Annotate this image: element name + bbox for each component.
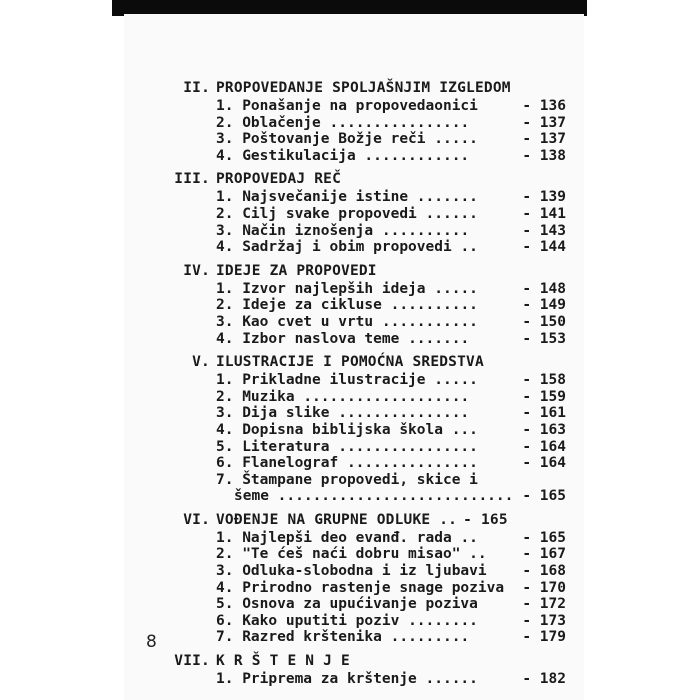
entry-title: 2. Muzika [216, 388, 304, 405]
dot-leader: ........................... [277, 488, 514, 505]
dot-leader: ..... [434, 372, 478, 389]
section-number: VI. [183, 511, 210, 528]
entry-title: 4. Izbor naslova teme [216, 330, 409, 347]
dot-leader: ........... [381, 313, 478, 330]
dot-leader: ... [451, 421, 478, 438]
entry-page-number: - 164 [522, 455, 566, 472]
dot-leader: ................ [338, 438, 478, 455]
dot-leader [478, 472, 562, 489]
section-title: VOĐENJE NA GRUPNE ODLUKE .. [216, 511, 458, 528]
toc-entry [166, 671, 566, 688]
section-number: II. [183, 80, 210, 96]
section-heading [166, 353, 566, 372]
dot-leader: ....... [416, 189, 478, 206]
entry-page-number: - 161 [522, 405, 566, 422]
dot-leader [487, 596, 519, 613]
toc-entry [166, 488, 566, 505]
entry-page-number: - 173 [522, 612, 566, 629]
toc-entry [166, 189, 566, 206]
entry-page-number: - 144 [522, 239, 566, 256]
entry-title: 1. Najsvečanije istine [216, 189, 417, 206]
section-heading [166, 511, 566, 530]
entry-title: 1. Priprema za krštenje [216, 671, 426, 688]
entry-page-number: - 182 [522, 671, 566, 688]
entry-page-number: - 163 [522, 421, 566, 438]
entry-title: 6. Flanelograf [216, 455, 347, 472]
section-number: V. [192, 354, 210, 371]
entry-page-number: - 164 [522, 438, 566, 455]
entry-page-number: - 158 [522, 372, 566, 389]
entry-page-number: - 168 [522, 563, 566, 580]
dot-leader: ..... [434, 131, 478, 148]
toc-entry [166, 314, 566, 331]
entry-title: 3. Odluka-slobodna i iz ljubavi [216, 563, 496, 580]
entry-title: 3. Način iznošenja [216, 222, 382, 239]
dot-leader: ............... [338, 405, 470, 422]
entry-title: 4. Sadržaj i obim propovedi [216, 239, 461, 256]
dot-leader: ....... [408, 330, 470, 347]
dot-leader [495, 563, 518, 580]
entry-title: šeme [234, 488, 278, 505]
table-of-contents [166, 79, 566, 688]
toc-entry [166, 331, 566, 348]
section-title: K R Š T E N J E [216, 653, 350, 670]
entry-page-number: - 148 [522, 280, 566, 297]
toc-entry [166, 148, 566, 165]
entry-page-number: - 150 [522, 313, 566, 330]
toc-entry [166, 546, 566, 563]
entry-title: 4. Dopisna biblijska škola [216, 421, 452, 438]
toc-section [166, 262, 566, 347]
entry-page-number: - 136 [522, 98, 566, 114]
entry-page-number: - 137 [522, 114, 566, 131]
dot-leader: ........ [408, 612, 478, 629]
toc-entry [166, 223, 566, 240]
section-number: VII. [174, 653, 210, 670]
section-page-number: - 165 [463, 511, 508, 528]
dot-leader: ................... [303, 388, 470, 405]
entry-title: 1. Prikladne ilustracije [216, 372, 435, 389]
section-heading [166, 79, 566, 98]
entry-title: 2. "Te ćeš naći dobru misao" [216, 546, 470, 563]
entry-title: 7. Štampane propovedi, skice i [216, 471, 478, 488]
entry-page-number: - 179 [522, 629, 566, 646]
dot-leader: .. [460, 239, 478, 256]
page-number: 8 [146, 632, 157, 652]
dot-leader: ............ [364, 147, 470, 164]
entry-page-number: - 172 [522, 596, 566, 613]
toc-entry [166, 115, 566, 132]
section-title: PROPOVEDAJ REČ [216, 171, 342, 188]
dot-leader: ..... [434, 280, 478, 297]
toc-entry [166, 530, 566, 547]
toc-section [166, 511, 566, 646]
section-title: PROPOVEDANJE SPOLJAŠNJIM IZGLEDOM [216, 80, 511, 96]
entry-title: 5. Literatura [216, 438, 339, 455]
toc-section [166, 170, 566, 255]
entry-page-number: - 165 [522, 529, 566, 546]
dot-leader: ...... [425, 205, 478, 222]
section-title: ILUSTRACIJE I POMOĆNA SREDSTVA [216, 354, 484, 371]
toc-section [166, 652, 566, 688]
entry-title: 1. Najlepši deo evanđ. rada [216, 529, 461, 546]
entry-title: 2. Ideje za cikluse [216, 297, 391, 314]
toc-entry [166, 580, 566, 597]
entry-title: 3. Dija slike [216, 405, 339, 422]
section-title: IDEJE ZA PROPOVEDI [216, 262, 377, 279]
entry-title: 4. Gestikulacija [216, 147, 365, 164]
toc-entry [166, 629, 566, 646]
section-number: IV. [183, 262, 210, 279]
entry-title: 4. Prirodno rastenje snage poziva [216, 579, 505, 596]
scan-margin-left [0, 0, 112, 700]
toc-entry [166, 297, 566, 314]
toc-entry [166, 206, 566, 223]
toc-section [166, 353, 566, 505]
toc-entry [166, 472, 566, 489]
toc-entry [166, 455, 566, 472]
entry-page-number: - 143 [522, 222, 566, 239]
toc-entry [166, 596, 566, 613]
entry-page-number: - 139 [522, 189, 566, 206]
entry-page-number: - 137 [522, 131, 566, 148]
entry-page-number: - 149 [522, 297, 566, 314]
toc-entry [166, 281, 566, 298]
dot-leader: .. [469, 546, 487, 563]
dot-leader: ...... [425, 671, 478, 688]
dot-leader [504, 580, 518, 597]
dot-leader [487, 98, 519, 115]
toc-entry [166, 98, 566, 115]
toc-entry [166, 439, 566, 456]
entry-title: 5. Osnova za upućivanje poziva [216, 596, 487, 613]
section-number: III. [174, 171, 210, 188]
entry-page-number: - 170 [522, 579, 566, 596]
book-page [124, 14, 584, 700]
section-heading [166, 652, 566, 671]
entry-page-number: - 138 [522, 147, 566, 164]
entry-page-number: - 141 [522, 205, 566, 222]
entry-title: 3. Kao cvet u vrtu [216, 313, 382, 330]
toc-entry [166, 563, 566, 580]
entry-title: 2. Cilj svake propovedi [216, 205, 426, 222]
entry-title: 1. Ponašanje na propovedaonici [216, 98, 487, 114]
toc-entry [166, 405, 566, 422]
section-heading [166, 262, 566, 281]
toc-entry [166, 389, 566, 406]
entry-title: 1. Izvor najlepših ideja [216, 280, 435, 297]
entry-page-number: - 167 [522, 546, 566, 563]
dot-leader: .......... [381, 222, 470, 239]
dot-leader: .......... [390, 297, 478, 314]
entry-page-number: - 153 [522, 330, 566, 347]
entry-title: 2. Oblačenje [216, 114, 330, 131]
dot-leader: ......... [390, 629, 470, 646]
entry-title: 6. Kako uputiti poziv [216, 612, 409, 629]
toc-entry [166, 239, 566, 256]
entry-title: 3. Poštovanje Božje reči [216, 131, 435, 148]
toc-entry [166, 131, 566, 148]
toc-entry [166, 372, 566, 389]
entry-title: 7. Razred krštenika [216, 629, 391, 646]
entry-page-number: - 165 [522, 488, 566, 505]
entry-page-number: - 159 [522, 388, 566, 405]
toc-entry [166, 422, 566, 439]
dot-leader: ............... [346, 455, 478, 472]
toc-section [166, 79, 566, 164]
dot-leader: .. [460, 529, 478, 546]
section-heading [166, 170, 566, 189]
toc-entry [166, 613, 566, 630]
dot-leader: ................ [329, 114, 470, 131]
